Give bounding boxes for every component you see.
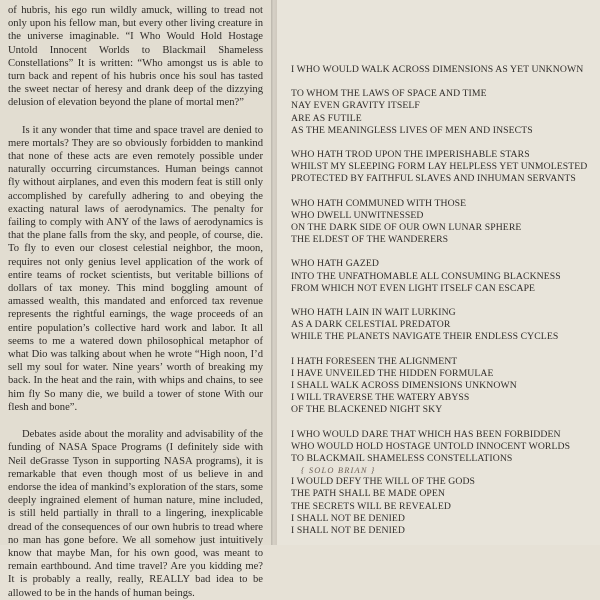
lyric-line: THE ELDEST OF THE WANDERERS <box>291 234 449 246</box>
lyric-line: I HATH FORESEEN THE ALIGNMENT <box>291 355 458 367</box>
lyric-line: AS THE MEANINGLESS LIVES OF MEN AND INSECTS <box>291 124 533 136</box>
lyric-line: OF THE BLACKENED NIGHT SKY <box>291 404 443 416</box>
lyrics-block <box>291 64 592 537</box>
lyric-line: ON THE DARK SIDE OF OUR OWN LUNAR SPHERE <box>291 222 522 234</box>
lyric-line: ARE AS FUTILE <box>291 112 362 124</box>
lyric-line: I SHALL NOT BE DENIED <box>291 512 406 524</box>
lyric-line: INTO THE UNFATHOMABLE ALL CONSUMING BLACKNESS <box>291 270 561 282</box>
lyric-line: THE SECRETS WILL BE REVEALED <box>291 500 451 512</box>
lyric-line: I HAVE UNVEILED THE HIDDEN FORMULAE <box>291 367 494 379</box>
lyric-line: I WILL TRAVERSE THE WATERY ABYSS <box>291 392 470 404</box>
lyric-line: TO WHOM THE LAWS OF SPACE AND TIME <box>291 88 487 100</box>
left-page <box>0 0 271 599</box>
lyric-line: WHO WOULD HOLD HOSTAGE UNTOLD INNOCENT WORLDS <box>291 440 571 452</box>
lyric-line: AS A DARK CELESTIAL PREDATOR <box>291 319 451 331</box>
lyric-line: I SHALL WALK ACROSS DIMENSIONS UNKNOWN <box>291 380 517 392</box>
stanza <box>291 149 592 186</box>
lyric-line: FROM WHICH NOT EVEN LIGHT ITSELF CAN ESCAPE <box>291 282 536 294</box>
lyric-line: PROTECTED BY FAITHFUL SLAVES AND INHUMAN SERVANTS <box>291 173 576 185</box>
lyric-line: WHO HATH COMMUNED WITH THOSE <box>291 197 467 209</box>
lyric-line: WHO DWELL UNWITNESSED <box>291 209 424 221</box>
essay-text <box>8 4 263 600</box>
lyric-line: WHO HATH TROD UPON THE IMPERISHABLE STARS <box>291 149 530 161</box>
lyric-line: WHO HATH LAIN IN WAIT LURKING <box>291 307 456 319</box>
lyric-line: NAY EVEN GRAVITY ITSELF <box>291 100 420 112</box>
stanza <box>291 429 592 538</box>
essay-paragraph: of hubris, his ego run wildly amuck, willing to tread not only upon his fellow man, but every other living creature in the universe imaginable. “I Who Would Hold Hostage Untold Innocent Worlds to Blackmail Shameless Constellations” It is written: “Who amongst us is able to turn back and repent of his hubris once his soul has tasted the sweet nectar of heresy and drank deep of the dizzying delusion of elevation beyond the plane of mortal men?” <box>8 5 263 109</box>
stanza <box>291 356 592 417</box>
lyric-line: WHO HATH GAZED <box>291 258 380 270</box>
stanza <box>291 198 592 247</box>
stanza <box>291 307 592 344</box>
lyric-line: TO BLACKMAIL SHAMELESS CONSTELLATIONS <box>291 453 513 465</box>
lyric-line: I WHO WOULD WALK ACROSS DIMENSIONS AS YET UNKNOWN <box>291 64 584 75</box>
lyric-line: THE PATH SHALL BE MADE OPEN <box>291 488 446 500</box>
lyric-line: I WOULD DEFY THE WILL OF THE GODS <box>291 476 476 488</box>
lyric-line: I WHO WOULD DARE THAT WHICH HAS BEEN FORBIDDEN <box>291 428 561 440</box>
stanza <box>291 88 592 137</box>
right-page <box>277 0 600 545</box>
solo-cue: { SOLO BRIAN } <box>301 466 376 476</box>
stanza <box>291 258 592 295</box>
lyric-line: I SHALL NOT BE DENIED <box>291 525 406 537</box>
lyric-line: WHILST MY SLEEPING FORM LAY HELPLESS YET UNMOLESTED <box>291 161 588 173</box>
lyric-line: WHILE THE PLANETS NAVIGATE THEIR ENDLESS CYCLES <box>291 331 559 343</box>
essay-paragraph: Is it any wonder that time and space travel are denied to mere mortals? They are so obviously forbidden to mankind that none of these acts are even remotely possible under naturally occurring circumstances. Human beings cannot fly without airplanes, and even this modern feat is still only accomplished by carefully adhering to and obeying the exacting natural laws of aerodynamics. The penalty for failing to comply with ANY of the laws of aerodynamics is that the plane falls from the sky, and people, of course, die. To fly to even our closest celestial neighbor, the moon, requires not only genius level application of the work of entire teams of rocket scientists, but veritable billions of dollars of tax money. This mind boggling amount of amassed wealth, this mandated and enforced tax revenue represents the rightful earnings, the wage proceeds of an entire population’s collective hard work and labor. It all seems to me a watered down philosophical metaphor of what Dio was talking about when he wrote “High noon, I’d sell my soul for water. Nine years’ worth of breaking my back. In the heat and the rain, with whips and chains, to see him fly So many die, we build a tower of stone With our flesh and bone”. <box>8 124 263 413</box>
stanza <box>291 64 592 76</box>
essay-paragraph: Debates aside about the morality and advisability of the funding of NASA Space Programs (I definitely side with Neil deGrasse Tyson in supporting NASA programs), it is remarkable that even though most of us believe in and endorse the idea of mankind’s exploration of the stars, some deeply ingrained element of human nature, mine included, is still held partially in thrall to a lingering, inexplicable dread of the consequences of our own hubris to tread where no man has gone before. We all somehow just intuitively know that maybe Man, for his own good, was meant to remain earthbound. And time travel? Are you kidding me? It is probably a really, really, REALLY bad idea to be allowed to be in the hands of human beings. <box>8 429 263 599</box>
